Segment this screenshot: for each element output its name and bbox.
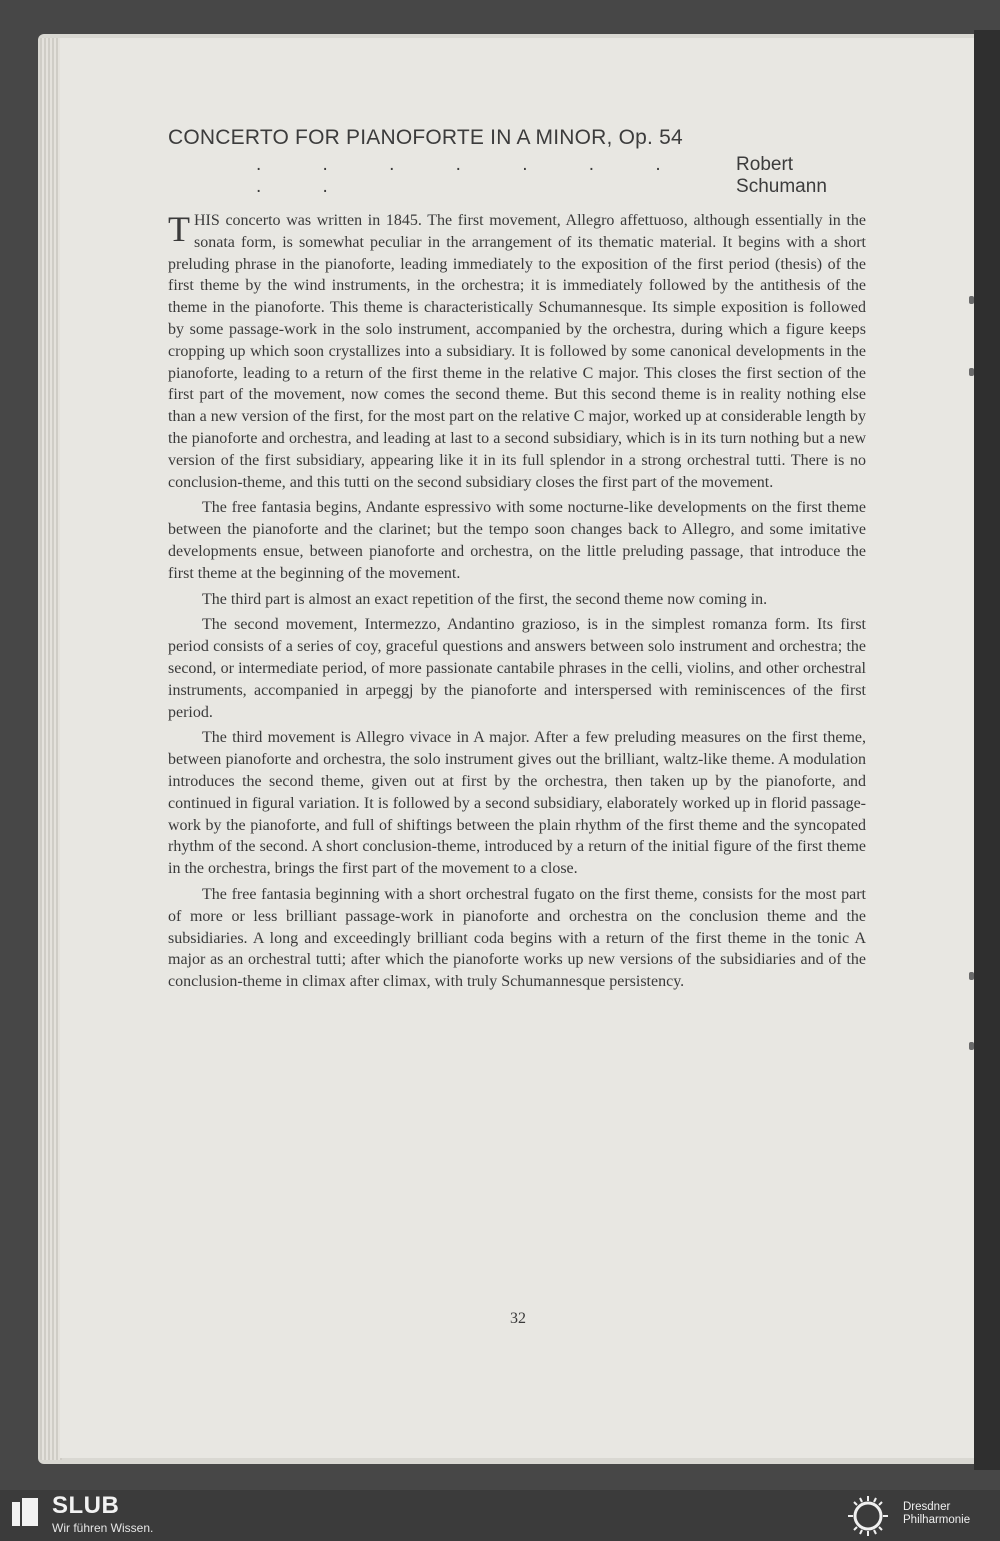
paragraph-1-text: HIS concerto was written in 1845. The first movement, Allegro affettuoso, although essentially in the sonata form, is somewhat peculiar in the arrangement of its thematic material. It begins with a short preluding phrase in the pianoforte, leading immediately to the exposition of the first period (thesis) of the first theme by the wind instruments, in the orchestra; it is immediately followed by the antithesis of the theme in the pianoforte. This theme is characteristically Schumannesque. Its simple exposition is followed by some passage-work in the solo instrument, accompanied by the orchestra, during which a figure keeps cropping up which soon crystallizes into a subsidiary. It is followed by some canonical developments in the pianoforte, leading to a return of the first theme in the relative C major. This closes the first section of the first part of the movement, now comes the second theme. But this second theme is in reality nothing else than a new version of the first, for the most part on the relative C major, worked up at considerable length by the pianoforte and orchestra, and leading at last to a second subsidiary, which is in its turn nothing but a new version of the first subsidiary, appearing like it in its full splendor in a strong orchestral tutti. There is no conclusion-theme, and this tutti on the second subsidiary closes the first part of the movement.: [168, 212, 866, 491]
philharmonie-name: [903, 1501, 970, 1527]
title-main: CONCERTO FOR PIANOFORTE IN A MINOR,: [168, 126, 613, 149]
margin-mark: [969, 368, 974, 376]
title-opus: Op. 54: [618, 126, 683, 149]
margin-mark: [969, 1042, 974, 1050]
book-page: [60, 38, 974, 1458]
paragraph-5: The third movement is Allegro vivace in A major. After a few preluding measures on the first theme, between pianoforte and orchestra, the solo instrument gives out the brilliant, waltz-like theme. A modulation introduces the second theme, given out at first by the orchestra, then taken up by the pianoforte, and continued in figural variation. It is followed by a second subsidiary, elaborately worked up in florid passage-work by the pianoforte, and full of shiftings between the plain rhythm of the first theme and the syncopated rhythm of the second. A short conclusion-theme, introduced by a return of the initial figure of the first theme in the orchestra, brings the first part of the movement to a close.: [168, 729, 866, 878]
page-stack-edge: [40, 38, 62, 1460]
paragraph-2: The free fantasia begins, Andante espressivo with some nocturne-like developments on the first theme between the pianoforte and the clarinet; but the tempo soon changes back to Allegro, and some imitative developments ensue, between pianoforte and orchestra, on the little preluding passage, that introduce the first theme at the beginning of the movement.: [168, 499, 866, 582]
page-content: [168, 126, 866, 993]
margin-mark: [969, 972, 974, 980]
body-text: [168, 210, 866, 993]
byline: [168, 154, 866, 198]
drop-cap: T: [168, 209, 190, 249]
paragraph-6: The free fantasia beginning with a short orchestral fugato on the first theme, consists for the most part of more or less brilliant passage-work in pianoforte and orchestra on the conclusion theme and the subsidiaries. A long and exceedingly brilliant coda begins with a return of the first theme in the tonic A major as an orchestral tutti; after which the pianoforte works up new versions of the subsidiaries and of the conclusion-theme in climax after climax, with truly Schumannesque persistency.: [168, 885, 866, 991]
facing-page-edge: [974, 30, 1000, 1470]
slub-tagline: Wir führen Wissen.: [52, 1521, 154, 1535]
slub-logo-text: SLUB: [52, 1492, 120, 1519]
page-number: 32: [510, 1310, 526, 1327]
leader-dots: . . . . . . . . .: [256, 154, 689, 197]
page-title: [168, 126, 866, 150]
philharmonie-logo-icon: [842, 1494, 894, 1538]
composer-name: Robert Schumann: [736, 154, 827, 197]
margin-mark: [969, 296, 974, 304]
philharmonie-line1: Dresdner: [903, 1501, 951, 1513]
paragraph-4: The second movement, Intermezzo, Andantino grazioso, is in the simplest romanza form. Its first period consists of a series of coy, graceful questions and answers between solo instrument and orchestra; the second, or intermediate period, of more passionate cantabile phrases in the celli, violins, and other orchestral instruments, accompanied in arpeggj by the pianoforte and interspersed with reminiscences of the first period.: [168, 616, 866, 721]
paragraph-1: [168, 210, 866, 493]
footer-bar: [0, 1490, 1000, 1541]
slub-logo-icon: [12, 1498, 38, 1526]
philharmonie-line2: Philharmonie: [903, 1514, 971, 1526]
paragraph-3: The third part is almost an exact repetition of the first, the second theme now coming in.: [202, 590, 768, 608]
